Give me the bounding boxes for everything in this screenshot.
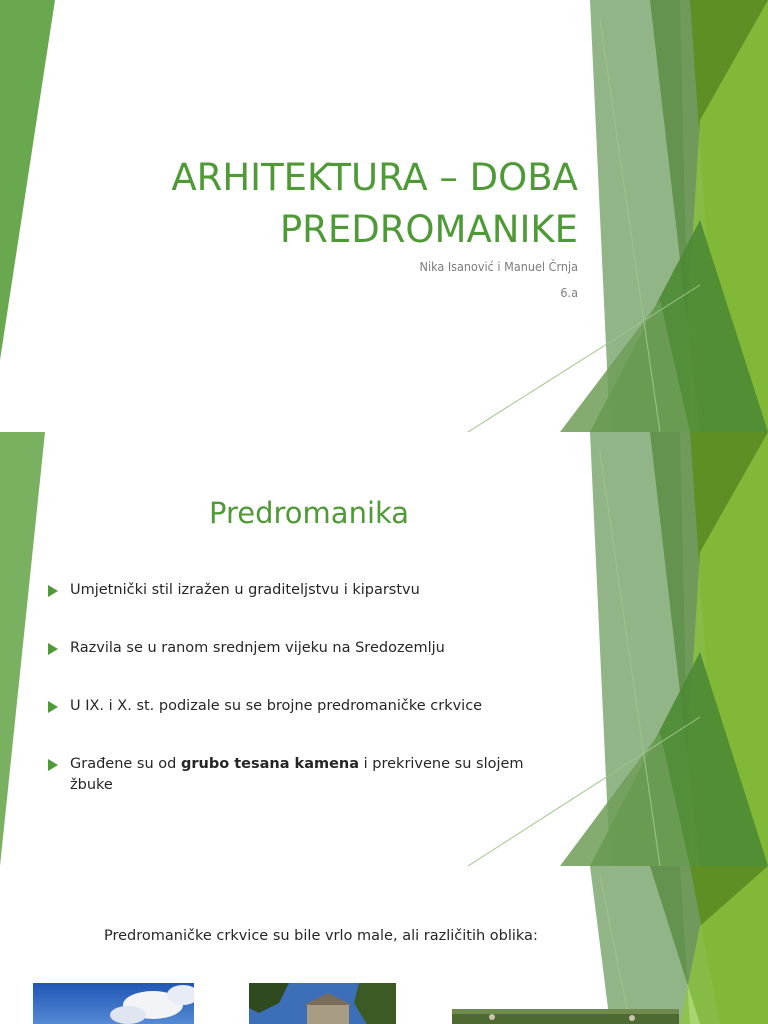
title-line-1: ARHITEKTURA – DOBA <box>171 156 578 199</box>
bullet-arrow-icon <box>48 643 58 655</box>
bullet-bold-text: grubo tesana kamena <box>180 756 360 772</box>
slide-lead-text: Predromaničke crkvice su bile vrlo male, ali različitih oblika: <box>104 928 538 944</box>
church-photo-1 <box>33 983 194 1024</box>
content-slide <box>0 432 768 866</box>
list-item <box>48 580 568 601</box>
bullet-text: Građene su od <box>70 756 181 772</box>
bullet-arrow-icon <box>48 585 58 597</box>
title-slide <box>0 0 768 432</box>
list-item <box>48 754 550 796</box>
title-line-2: PREDROMANIKE <box>279 208 578 251</box>
bullet-list <box>48 580 568 796</box>
class-text: 6.a <box>560 285 578 300</box>
church-photo-2 <box>249 983 396 1024</box>
authors-text: Nika Isanović i Manuel Črnja <box>419 259 578 274</box>
list-item <box>48 638 568 659</box>
bullet-text: Razvila se u ranom srednjem vijeku na Sredozemlju <box>70 640 445 656</box>
bullet-arrow-icon <box>48 701 58 713</box>
bullet-text: U IX. i X. st. podizale su se brojne predromaničke crkvice <box>70 698 483 714</box>
presentation-title <box>58 152 578 256</box>
list-item <box>48 696 568 717</box>
bullet-arrow-icon <box>48 759 58 771</box>
bullet-text: Umjetnički stil izražen u graditeljstvu i kiparstvu <box>70 582 420 598</box>
slide-title: Predromanika <box>209 496 410 530</box>
images-slide <box>0 866 768 1024</box>
church-photo-3 <box>452 1009 679 1024</box>
bullet-text: i prekrivene su slojem žbuke <box>70 756 524 793</box>
